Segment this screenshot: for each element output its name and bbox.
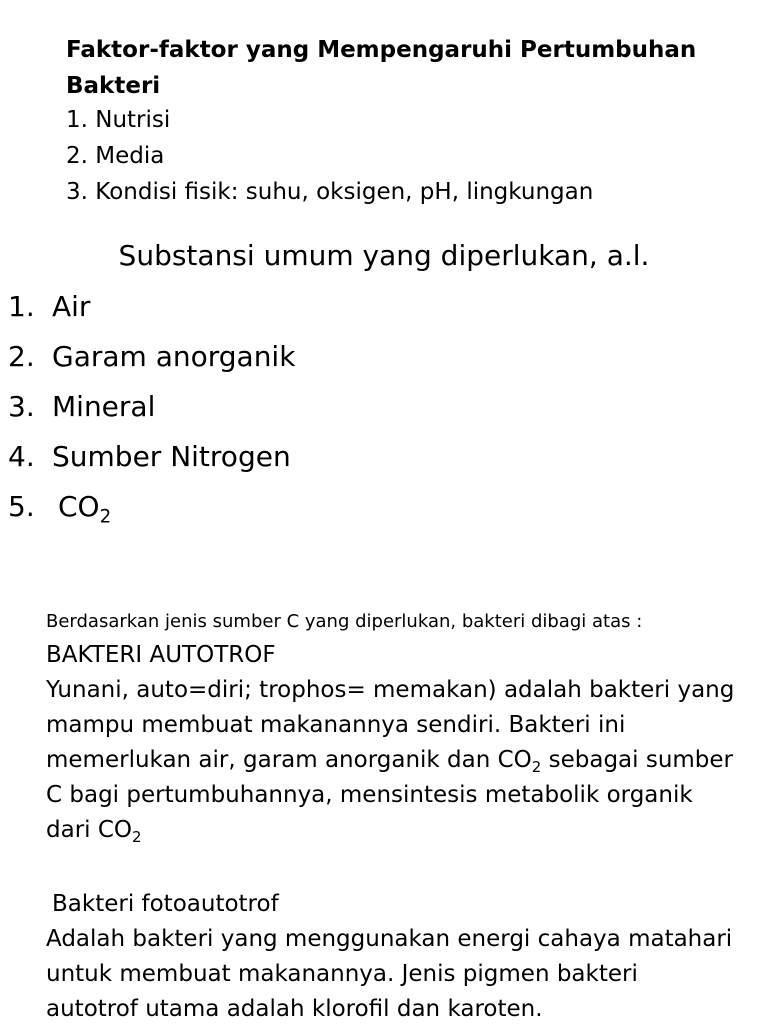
autotroph-heading: BAKTERI AUTOTROF [46,642,276,668]
substance-text [52,482,111,532]
substance-item-nitrogen [8,432,295,482]
substance-item-air [8,282,295,332]
substance-text: Mineral [52,390,156,423]
substance-text: Sumber Nitrogen [52,440,291,473]
co2-subscript: 2 [99,506,112,528]
factor-item-nutrisi: 1. Nutrisi [66,107,171,133]
substance-item-mineral [8,382,295,432]
section1-title: Faktor-faktor yang Mempengaruhi Pertumbuhan Bakteri [66,37,697,99]
substance-item-garam [8,332,295,382]
classification-intro: Berdasarkan jenis sumber C yang diperlukan, bakteri dibagi atas : [46,611,643,632]
substance-number: 5. [8,490,35,523]
substance-number: 3. [8,390,35,423]
factor-list [66,102,593,210]
co2-subscript: 2 [531,758,542,777]
substance-item-co2 [8,482,295,532]
substance-number: 1. [8,290,35,323]
substance-heading: Substansi umum yang diperlukan, a.l. [118,239,650,272]
autotroph-body-part1: Yunani, auto=diri; trophos= memakan) adalah bakteri yang mampu membuat makanannya sendiri. Bakteri ini memerlukan air, garam anorganik dan CO [46,677,735,773]
photoautotroph-heading: Bakteri fotoautotrof [52,891,279,917]
co2-subscript: 2 [132,828,142,847]
substance-list [8,282,295,532]
factor-item-kondisi-fisik: 3. Kondisi fisik: suhu, oksigen, pH, lingkungan [66,179,594,205]
photoautotroph-body: Adalah bakteri yang menggunakan energi cahaya matahari untuk membuat makanannya. Jenis pigmen bakteri autotrof utama adalah klorofil dan karoten. [46,926,733,1022]
substance-text: Garam anorganik [52,340,296,373]
co2-main: CO [58,490,100,523]
autotroph-body [46,673,736,848]
substance-text: Air [52,290,91,323]
factor-item-media: 2. Media [66,143,165,169]
autotroph-body-part2: sebagai sumber C bagi pertumbuhannya, mensintesis metabolik organik dari CO [46,747,734,843]
substance-number: 2. [8,340,35,373]
substance-number: 4. [8,440,35,473]
